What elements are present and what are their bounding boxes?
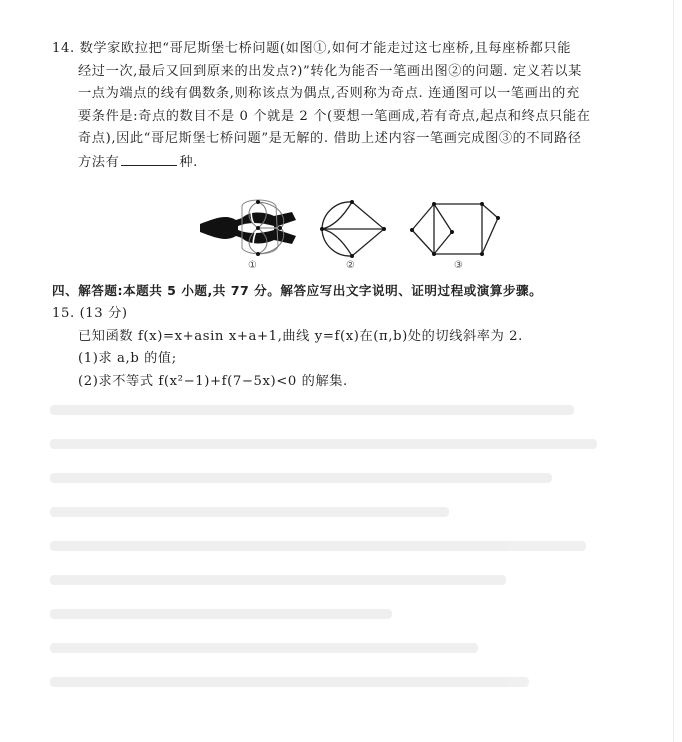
answer-blank[interactable]	[121, 151, 177, 166]
q15-part-2: (2)求不等式 f(x²−1)+f(7−5x)<0 的解集.	[78, 373, 348, 389]
figure-1-label: ①	[248, 260, 257, 271]
q14-line-2: 经过一次,最后又回到原来的出发点?)”转化为能否一笔画出图②的问题. 定义若以某	[78, 63, 582, 79]
q14-line-4: 要条件是:奇点的数目不是 0 个就是 2 个(要想一笔画成,若有奇点,起点和终点只能在	[78, 108, 591, 124]
figure-3-label: ③	[454, 260, 463, 271]
figure-1-konigsberg-map	[196, 196, 308, 262]
q14-line-6	[52, 151, 662, 175]
q14-answer-suffix: 种.	[179, 154, 198, 170]
figure-2-label: ②	[346, 260, 355, 271]
bleed-through-text	[50, 405, 620, 735]
q14-line-1: 14. 数学家欧拉把“哥尼斯堡七桥问题(如图①,如何才能走过这七座桥,且每座桥都只能	[52, 41, 572, 56]
page-edge	[673, 0, 674, 742]
figures-row	[196, 196, 516, 276]
q15-stem: 已知函数 f(x)=x+asin x+a+1,曲线 y=f(x)在(π,b)处的切线斜率为 2.	[78, 328, 523, 344]
figure-3-graph	[408, 196, 508, 262]
q15-part-1: (1)求 a,b 的值;	[78, 351, 177, 366]
question-15	[52, 303, 662, 393]
q15-number: 15. (13 分)	[52, 306, 128, 321]
figure-2-graph	[314, 196, 394, 262]
section-4-heading: 四、解答题:本题共 5 小题,共 77 分。解答应写出文字说明、证明过程或演算步骤。	[52, 283, 543, 298]
q14-line-5: 奇点),因此“哥尼斯堡七桥问题”是无解的. 借助上述内容一笔画完成图③的不同路径	[78, 131, 582, 146]
q14-line-3: 一点为端点的线有偶数条,则称该点为偶点,否则称为奇点. 连通图可以一笔画出的充	[78, 86, 580, 101]
question-14	[52, 38, 662, 174]
q14-answer-prefix: 方法有	[78, 154, 120, 170]
